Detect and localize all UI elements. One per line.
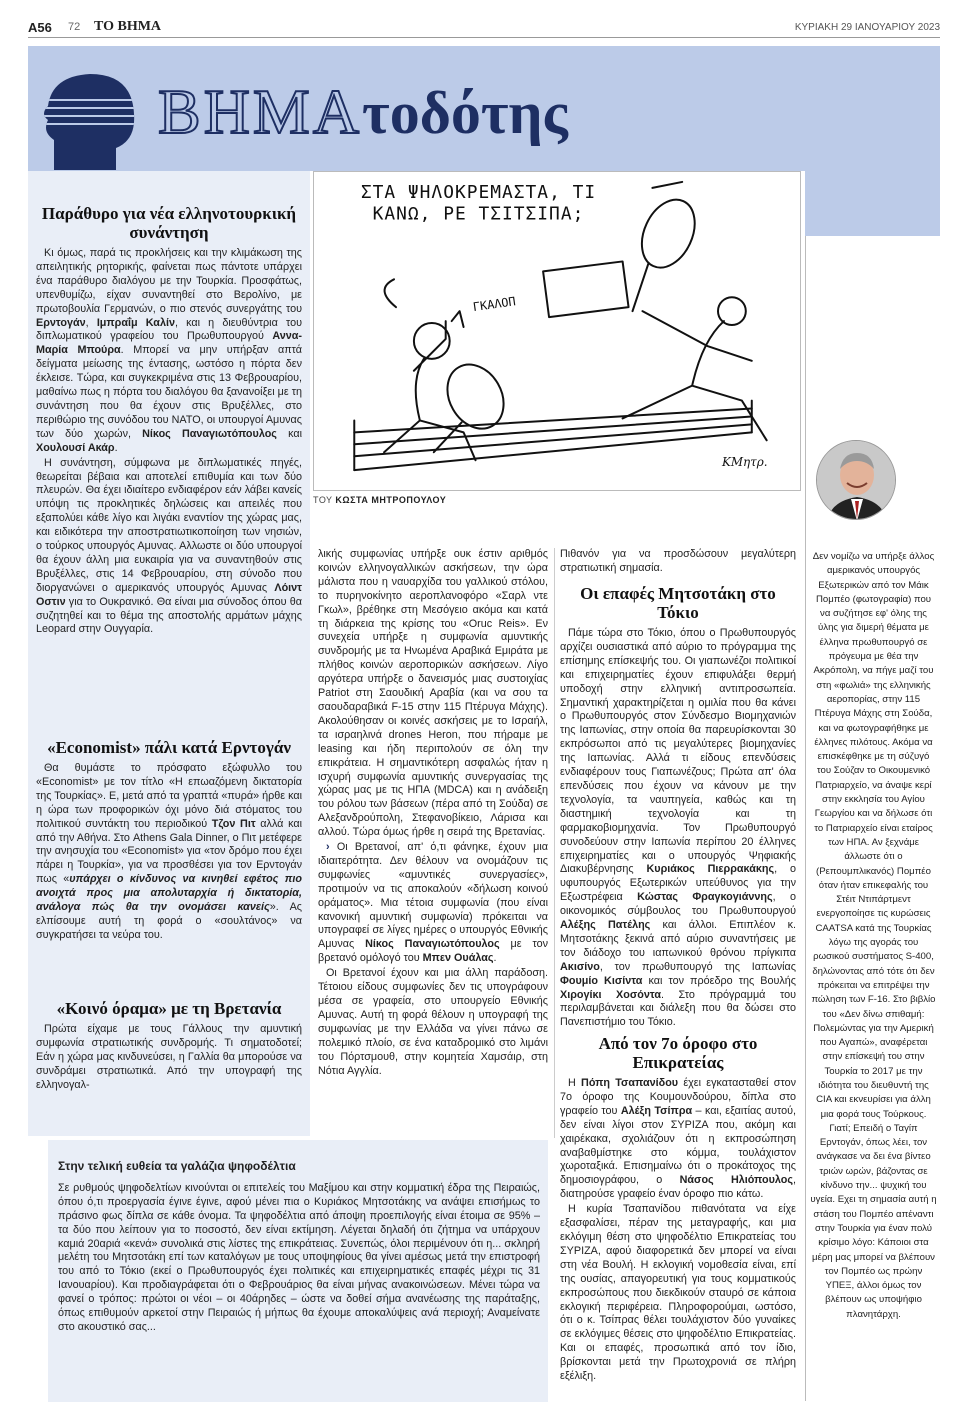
article-title: Οι επαφές Μητσοτάκη στο Τόκιο — [580, 584, 776, 622]
article-paragraph: Θα θυμάστε το πρόσφατο εξώφυλλο του «Economist» με τον τίτλο «Η επωαζόμενη δικτατορία της Τουρκίας». Ε, μετά από τα γραπτά «πυρά» ήρθε και η ώρα των προφορικών όχι μόνο διά στόματος του πολιτικού συντάκτη του περιοδικού Τζον Πιτ αλλά και από την Αθήνα. Στο Athens Gala Dinner, ο Πιτ μετέφερε την ανησυχία του «Economist» για «τον δρόμο που έχει πάρει η Τουρκία», για να προσθέσει για τον Ερντογάν πως «υπάρχει ο κίνδυνος να κινηθεί εφέτος πιο ανοιχτά προς μια απολυταρχία ή δικτατορία, ανάλογα πώς θα την ονομάσει κανείς». Ας ελπίσουμε αυτή τη φορά ο «σουλτάνος» να συγκρατήσει τα νεύρα του. — [36, 762, 302, 941]
newspaper-name: ΤΟ ΒΗΜΑ — [94, 19, 162, 34]
article-common-vision-continued — [318, 548, 548, 1078]
article-paragraph: Πάμε τώρα στο Τόκιο, όπου ο Πρωθυπουργός αρχίζει ουσιαστικά από αύριο το πρόγραμμα της επίσημης επίσκεψής του. Οι γιαπωνέζοι πολιτικοί και επιχειρηματίες έχουν επιφυλάξει θερμή υποδοχή στην ελληνική αντιπροσωπεία. Σημαντική χαρακτηρίζεται η ομιλία που θα κάνει ο Πρωθυπουργός στον Σύνδεσμο Βιομηχανιών της Ιαπωνίας, στην οποία θα παρευρίσκονται 30 εκπρόσωποι από τις μεγαλύτερες βιομηχανίες της Ιαπωνίας. Αλλά τι είδους επενδύσεις ενδιαφέρουν τους Γιαπωνέζους; Πρώτα απ' όλα επενδύσεις που έχουν να κάνουν με την τεχνολογία, τα ναυπηγεία, καθώς και τη διαστημική τεχνολογία και τη φαρμακοβιομηχανία. Τον Πρωθυπουργό συνοδεύουν στην Ιαπωνία περίπου 20 έλληνες επιχειρηματίες και ο υπουργός Ψηφιακής Διακυβέρνησης Κυριάκος Πιερρακάκης, ο υφυπουργός Εξωτερικών υπεύθυνος για την Εξωστρέφεια Κώστας Φραγκογιάννης, ο οικονομικός σύμβουλος του Πρωθυπουργού Αλέξης Πατέλης και άλλοι. Επιπλέον κ. Μητσοτάκης ξεκινά από αύριο συναντήσεις με τον διάδοχο του ιαπωνικού θρόνου πρίγκιπα Ακισίνο, τον πρωθυπουργό της Ιαπωνίας Φουμίο Κισίντα και τον πρόεδρο της Βουλής Χιρογίκι Χοσόντα. Στο πρόγραμμά του περιλαμβάνεται και διάλεξη που θα δώσει στο Πανεπιστήμιο του Τόκιο. — [560, 627, 797, 1029]
article-seventh-floor — [560, 1030, 796, 1384]
portrait-photo — [816, 440, 896, 520]
article-paragraph: Πρώτα είχαμε με τους Γάλλους την αμυντική συμφωνία στρατιωτικής συνδρομής. Τι σηματοδοτεί; Εάν η χώρα μας κινδυνεύσει, η Γαλλία θα μπορούσε να συνδράμει στρατιωτικά. Από την υπογραφή της ελληνογαλ- — [36, 1023, 302, 1091]
article-economist — [36, 734, 302, 943]
page-number: 72 — [68, 21, 81, 33]
article-title: «Economist» πάλι κατά Ερντογάν — [47, 738, 291, 757]
logo-part-1: ΒΗΜΑ — [158, 76, 363, 147]
cartoon-speech: ΣΤΑ ΨΗΛΟΚΡΕΜΑΣΤΑ, ΤΙ ΚΑΝΩ, ΡΕ ΤΣΙΤΣΙΠΑ; — [360, 181, 597, 225]
article-paragraph: Οι Βρετανοί έχουν και μια άλλη παράδοση. Τέτοιου είδους συμφωνίες δεν τις υπογράφουν μέσα σε γραφεία, στο υπουργείο Εθνικής Αμυνας. Αυτή τη φορά θέλουν η υπογραφή της συμφωνίας με την Ελλάδα να γίνει πάνω σε πολεμικό πλοίο, σε ένα καταδρομικό στο λιμάνι του Πόρτσμουθ, στην κομητεία Χαμσάιρ, στη Νότια Αγγλία. — [318, 967, 548, 1077]
article-common-vision — [36, 995, 302, 1093]
cartoon-sign: ΓΚΑΛΟΠ — [471, 294, 517, 315]
article-ballots — [58, 1160, 540, 1335]
issue-date: ΚΥΡΙΑΚΗ 29 ΙΑΝΟΥΑΡΙΟΥ 2023 — [794, 22, 940, 33]
article-paragraph: › Οι Βρετανοί, απ' ό,τι φάνηκε, έχουν μια ιδιαιτερότητα. Δεν θέλουν να ονομάζουν τις συμφωνίες «αμυντικές συνεργασίες», προτιμούν να τις αποκαλούν «δήλωση κοινού οράματος». Μια τέτοια συμφωνία (που είναι κανονική αμυντική συμφωνία) πρόκειται να υπογραφεί σε λίγες ημέρες ο υπουργός Εθνικής Αμυνας Νίκος Παναγιωτόπουλος με τον βρετανό ομόλογό του Μπεν Ουάλας. — [318, 841, 548, 965]
article-title: Από τον 7ο όροφο στο Επικρατείας — [598, 1034, 758, 1072]
cartoon-credit — [313, 495, 801, 505]
logo-part-2: τοδότης — [362, 80, 568, 146]
credit-name: ΚΩΣΤΑ ΜΗΤΡΟΠΟΥΛΟΥ — [335, 495, 447, 505]
article-paragraph: Η κυρία Τσαπανίδου πιθανότατα να είχε εξασφαλίσει, πέραν της μεταγραφής, και μια εκλόγιμη θέση στο ψηφοδέλτιο Επικρατείας του ΣΥΡΙΖΑ, αφού διαφορετικά δεν μπορεί να είναι στη νέα Βουλή. Η εκλογική νομοθεσία είναι, επί της ουσίας, απαγορευτική για τους κομματικούς εκπροσώπους που διεκδικούν σταυρό σε κάποια εκλογική περιφέρεια. Πληροφορούμαι, ωστόσο, ότι ο κ. Τσίπρας θέλει τουλάχιστον δύο γυναίκες σε εκλόγιμες θέσεις στο ψηφοδέλτιο Επικρατείας. Και οι επαφές, προσωπικά από τον ίδιο, βρίσκονται μετά την Πρωτοχρονιά σε πλήρη εξέλιξη. — [560, 1203, 796, 1383]
credit-prefix: ΤΟΥ — [313, 495, 336, 505]
article-continuation-lead — [560, 548, 796, 576]
article-title: Παράθυρο για νέα ελληνοτουρκική συνάντηση — [41, 204, 297, 242]
article-title: Στην τελική ευθεία τα γαλάζια ψηφοδέλτια — [58, 1159, 296, 1173]
column-logo — [158, 72, 568, 153]
political-cartoon — [313, 171, 801, 491]
article-paragraph: Η συνάντηση, σύμφωνα με διπλωματικές πηγές, θεωρείται βέβαια και αποτελεί επιθυμία και των δύο πλευρών. Θα έχει ιδιαίτερο ενδιαφέρον εάν λάβει κανείς υπόψη τις προκλητικές δηλώσεις και απειλές που εξαπολύει κάθε λίγο και λιγάκι εναντίον της χώρας μας, και ειδικότερα την αποστρατιωτικοποίηση των νησιών, ο τούρκος υπουργός Αμυνας. Αλλωστε οι δύο υπουργοί θα έχουν άλλη μια ευκαιρία για να συναντηθούν στις Βρυξέλλες, στις 14 Φεβρουαρίου, στη σύνοδο που διοργανώνει ο αμερικανός υπουργός Αμυνας Λόιντ Οστιν για το Ουκρανικό. Θα είναι μια σύνοδος όπου θα συζητηθεί και το θέμα της αποστολής αρμάτων μάχης Leopard στην Ουγγαρία. — [36, 456, 302, 636]
article-paragraph: Πιθανόν για να προσδώσουν μεγαλύτερη στρατιωτική σημασία. — [560, 548, 796, 574]
cartoon-signature: ΚΜητρ. — [721, 455, 768, 470]
head-profile-icon — [34, 70, 146, 170]
article-paragraph: Σε ρυθμούς ψηφοδελτίων κινούνται οι επιτελείς του Μαξίμου και στην κομματική έδρα της Πειραιώς, όπου ό,τι προεργασία έγινε έγινε, αφού μένει πια ο Κυριάκος Μητσοτάκης να ανάψει επισήμως το πράσινο φως δίπλα σε κάθε όνομα. Τα ψηφοδέλτια από άποψη προεπιλογής είναι έτοιμα σε 95% – τα δύο που λείπουν για το ποσοστό, δεν είναι εκτίμηση. Λέγεται δηλαδή ότι ζήτημα να υπάρχουν καμιά 20αριά «κενά» συνολικά στις λίστες της επικράτειας. Συνεπώς, όλοι περιμένουν ότι η... σκληρή μελέτη του Μητσοτάκη επί των καταλόγων με τους υποψηφίους θα γίνει αμέσως μετά την επιστροφή του από το Τόκιο (εκεί ο Πρωθυπουργός έχει πολιτικές και επιχειρηματικές επαφές μέχρι τις 31 Ιανουαρίου). Και προδιαγράφεται ότι ο Φεβρουάριος θα είναι μήνας ανακοινώσεων. Μένει τώρα να φανεί ο τρόπος: πρώτοι οι νέοι – οι 40άρηδες – ώστε να δοθεί σήμα ανανέωσης της παράταξης, όπως επιθυμούν αρκετοί στην Πειραιώς ή μήπως θα έχουμε αποκαλύψεις ανά περιοχή; Αναμείνατε στο ακουστικό σας... — [58, 1181, 540, 1333]
column-divider — [554, 548, 555, 1138]
article-title: «Κοινό όραμα» με τη Βρετανία — [56, 999, 282, 1018]
article-paragraph: λικής συμφωνίας υπήρξε ουκ έστιν αριθμός κοινών ελληνογαλλικών ασκήσεων, την ώρα μάλιστα που η ναυαρχίδα του γαλλικού στόλου, το πυρηνοκίνητο αεροπλανοφόρο «Σαρλ ντε Γκωλ», βρέθηκε στη Μεσόγειο ακόμα και κατά τη διάρκεια της κρίσης του «Oruc Reis». Εν συνεχεία υπήρξε η συμφωνία αμυντικής συνδρομής με τα Ηνωμένα Αραβικά Εμιράτα με πλήθος κοινών αεροπορικών ασκήσεων. Λίγο αργότερα υπήρξε ο δανεισμός μιας συστοιχίας Patriot στη Σαουδική Αραβία (και να σου τα σαουδαραβικά F-15 στην 115 Πτέρυγα Μάχης). Ακολούθησαν οι κοινές ασκήσεις με το Ισραήλ, τα ισραηλινά drones Heron, που πήραμε με leasing και ήδη περιπολούν σε όλη την επικράτεια. Η σημαντικότερη ασφαλώς ήταν η ισχυρή συμφωνία αμυντικής συνεργασίας της χώρας μας με τις ΗΠΑ (MDCA) και η ανάδειξη του ρόλου των βάσεων (πέρα από τη Σούδα) σε Αλεξανδρούπολη, Στεφανοβίκειο, Λάρισα και αλλού. Τώρα όμως ήρθε η σειρά της Βρετανίας. — [318, 548, 548, 839]
sidebar-text: Δεν νομίζω να υπήρξε άλλος αμερικανός υπουργός Εξωτερικών από τον Μάικ Πομπέο (φωτογραφία) που να συζήτησε εφ' όλης της ύλης για διμερή θέματα με έλληνα πρωθυπουργό σε πρόγευμα με θέα την Ακρόπολη, να πήγε μαζί του στη «φωλιά» της ελληνικής αεροπορίας, στην 115 Πτέρυγα Μάχης στη Σούδα, και να φωτογραφήθηκε με έλληνες πιλότους. Ακόμα να επισκέφθηκε με τη σύζυγό του Σούζαν το Οικουμενικό Πατριαρχείο, να άναψε κερί στην εκκλησία του Αγίου Γεωργίου και να δήλωσε ότι το Πατριαρχείο είναι εταίρος των ΗΠΑ. Αν ξεχνάμε άλλωστε ότι ο (Ρεπουμπλικανός) Πομπέο όταν ήταν επικεφαλής του Στέιτ Ντιπάρτμεντ ενεργοποίησε τις κυρώσεις CAATSA κατά της Τουρκίας λόγω της αγοράς του ρωσικού συστήματος S-400, δηλώνοντας από τότε ότι δεν πρόκειται να επιτρέψει την πώληση των F-16. Στο βιβλίο του «Δεν δίνω σπιθαμή: Πολεμώντας για την Αμερική που Αγαπώ», αναφέρεται στην επίσκεψή του στην Τουρκία το 2017 με την ιδιότητα του διευθυντή της CIA και εκνευρίσει για άλλη μια φορά τους Τούρκους. Γιατί; Επειδή ο Ταγίπ Ερντογάν, όπως λέει, τον ανάγκασε να δει ένα βίντεο τριών ωρών, βάζοντας σε κίνδυνο την... ψυχική του υγεία. Εχει τη σημασία αυτή η στάση του Πομπέο απέναντι στην Τουρκία για έναν πολύ κρίσιμο λόγο: Κάποιοι στα μέρη μας μπορεί να βλέπουν τον Πομπέο ως πρώην ΥΠΕΞ, άλλοι όμως τον βλέπουν ως υποψήφιο πλανητάρχη. — [810, 551, 937, 1320]
article-tokyo — [560, 580, 796, 1030]
article-greek-turkish-meeting — [36, 200, 302, 637]
right-panel-top — [805, 171, 940, 236]
article-paragraph: Η Πόπη Τσαπανίδου έχει εγκατασταθεί στον 7ο όροφο της Κουμουνδούρου, δίπλα στο γραφείο του Αλέξη Τσίπρα – και, εξαιτίας αυτού, δεν είναι λίγοι στον ΣΥΡΙΖΑ που, ακόμη και χαιρέκακα, σχολιάζουν ότι η εκπροσώπηση αναβαθμίστηκε στο κόμμα, τουλάχιστον χωροταξικά. Επισημαίνω ότι ο προκάτοχος της δημοσιογράφου, ο Νάσος Ηλιόπουλος, διατηρούσε γραφείο έναν όροφο πιο κάτω. — [560, 1077, 797, 1201]
article-paragraph: Κι όμως, παρά τις προκλήσεις και την κλιμάκωση της απειλητικής ρητορικής, φαίνεται πως πάντοτε υπάρχει ένα παράθυρο διαλόγου με την Τουρκία. Προσφάτως, υπενθυμίζω, είχαν συναντηθεί στο Βερολίνο, με πρωτοβουλία Γερμανών, ο πιο στενός συνεργάτης του Ερντογάν, Ιμπραΐμ Καλίν, και η διευθύντρια του διπλωματικού γραφείου του Πρωθυπουργού Αννα-Μαρία Μπούρα. Μπορεί να μην υπήρξαν απτά δείγματα μείωσης της έντασης, ωστόσο η πόρτα δεν έκλεισε. Τώρα, και συγκεκριμένα στις 13 Φεβρουαρίου, μαθαίνω πως η πόρτα του διαλόγου θα ξανανοίξει με τη συνάντηση που θα έχουν στις Βρυξέλλες, στο περιθώριο της συνόδου του ΝΑΤΟ, οι υπουργοί Αμυνας των δύο χωρών, Νίκος Παναγιωτόπουλος και Χουλουσί Ακάρ. — [36, 247, 302, 454]
page-id: Α56 — [28, 20, 52, 35]
page-header — [28, 18, 940, 38]
